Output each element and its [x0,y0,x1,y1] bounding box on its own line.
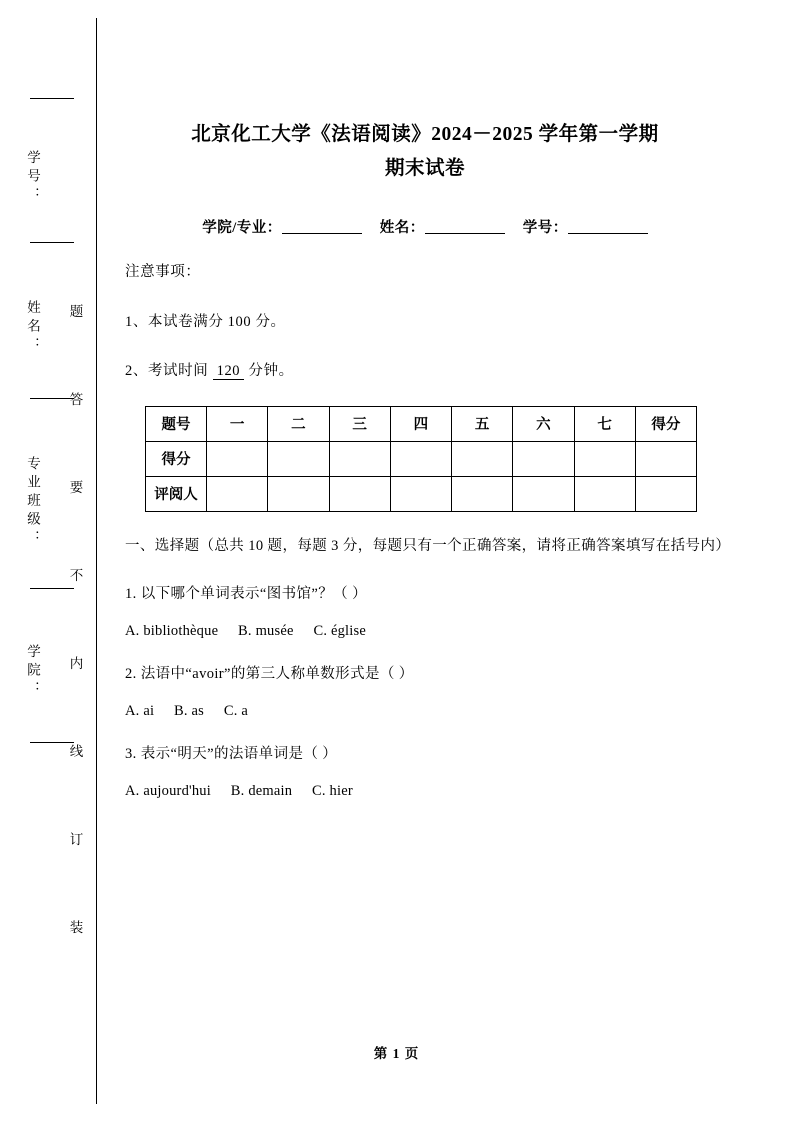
score-cell-h7: 七 [574,406,635,441]
question-1-options [125,623,725,640]
field-blank-college-major[interactable] [282,233,362,234]
table-row-score [146,441,697,476]
question-2-text: 2. 法语中“avoir”的第三人称单数形式是（ ） [125,666,414,683]
binding-label-专业班级: 专业班级： [25,456,40,549]
section-title: 一、选择题（总共 10 题，每题 3 分，每题只有一个正确答案，请将正确答案填写在括号内） [125,537,731,554]
seal-word-4: 内 [69,656,85,671]
seal-word-0: 题 [69,304,85,319]
question-1-option-b[interactable]: B. musée [238,623,294,640]
score-input-7[interactable] [574,441,635,476]
page-number: 第 1 页 [373,1046,420,1061]
question-2-option-c[interactable]: C. a [223,703,249,720]
score-cell-h6: 六 [513,406,574,441]
grader-input-2[interactable] [268,476,329,511]
score-input-2[interactable] [268,441,329,476]
score-cell-h5: 五 [452,406,513,441]
binding-label-姓名: 姓名： [25,300,40,356]
score-cell-h0: 题号 [146,406,207,441]
question-3-option-b[interactable]: B. demain [230,783,293,800]
score-input-1[interactable] [207,441,268,476]
binding-label-学号: 学号： [25,150,40,206]
page-footer [0,1042,793,1062]
notes-item-2-value: 120 [213,363,245,380]
field-label-college-major: 学院/专业： [202,220,282,237]
field-label-student-no: 学号： [522,220,568,237]
grader-input-7[interactable] [574,476,635,511]
binding-margin [0,0,100,1122]
seal-word-2: 要 [69,480,85,495]
score-cell-h4: 四 [390,406,451,441]
score-cell-h1: 一 [207,406,268,441]
question-1-option-c[interactable]: C. église [313,623,366,640]
notes-heading: 注意事项： [125,264,201,281]
seal-word-6: 订 [69,832,85,847]
grader-input-3[interactable] [329,476,390,511]
score-input-6[interactable] [513,441,574,476]
grader-input-1[interactable] [207,476,268,511]
notes-item-2 [125,358,725,386]
notes-item-2-suffix: 分钟。 [248,363,294,380]
student-id-line [125,216,725,237]
score-input-5[interactable] [452,441,513,476]
seal-word-5: 线 [69,744,85,759]
binding-vertical-rule [96,18,97,1104]
binding-line-1 [30,98,74,99]
table-row-grader [146,476,697,511]
question-1-option-a[interactable]: A. bibliothèque [125,623,219,640]
notes-item-2-prefix: 2、考试时间 [125,363,209,380]
question-2-options [125,703,725,720]
binding-line-4 [30,588,74,589]
question-2-option-b[interactable]: B. as [174,703,205,720]
question-3-option-c[interactable]: C. hier [312,783,353,800]
score-input-total[interactable] [635,441,696,476]
question-3-option-a[interactable]: A. aujourd'hui [125,783,211,800]
binding-line-2 [30,242,74,243]
score-cell-h2: 二 [268,406,329,441]
field-label-name: 姓名： [379,220,425,237]
page-title-line1: 北京化工大学《法语阅读》2024－2025 学年第一学期 [191,124,659,145]
field-blank-student-no[interactable] [568,233,648,234]
seal-word-1: 答 [69,392,85,407]
seal-word-3: 不 [69,568,85,583]
question-1-text: 1. 以下哪个单词表示“图书馆”？（ ） [125,586,367,603]
grader-input-6[interactable] [513,476,574,511]
score-input-3[interactable] [329,441,390,476]
grader-input-total[interactable] [635,476,696,511]
score-cell-h8: 得分 [635,406,696,441]
seal-word-7: 装 [69,920,85,935]
field-blank-name[interactable] [425,233,505,234]
notes-item-1: 1、本试卷满分 100 分。 [125,313,286,330]
score-input-4[interactable] [390,441,451,476]
table-row-header [146,406,697,441]
grader-row-label: 评阅人 [146,476,207,511]
page-title-line2: 期末试卷 [384,158,465,180]
score-row-label: 得分 [146,441,207,476]
grader-input-4[interactable] [390,476,451,511]
exam-content [125,0,731,800]
question-3-options [125,783,725,800]
question-3-text: 3. 表示“明天”的法语单词是（ ） [125,746,338,763]
question-2-option-a[interactable]: A. ai [125,703,155,720]
binding-label-学院: 学院： [25,644,40,700]
grader-input-5[interactable] [452,476,513,511]
score-cell-h3: 三 [329,406,390,441]
page-title [125,0,725,186]
score-table [145,406,697,512]
